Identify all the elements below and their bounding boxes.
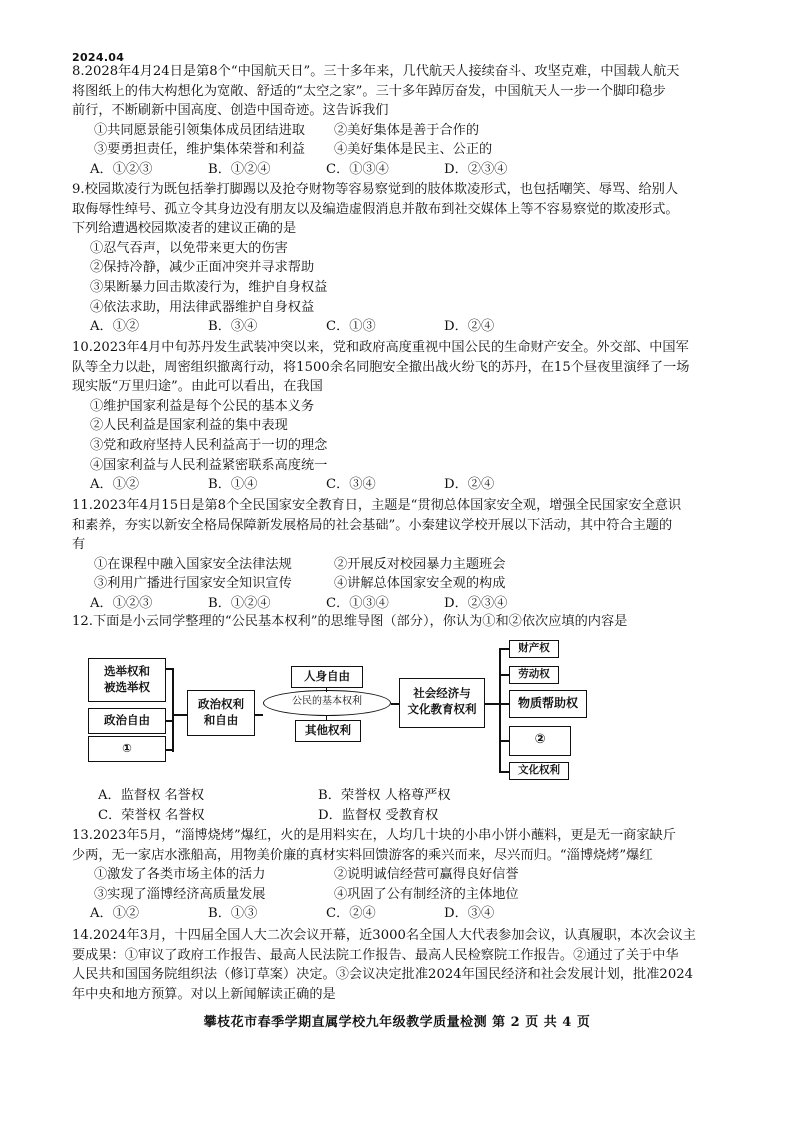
question-text: 要成果：①审议了政府工作报告、最高人民法院工作报告、最高人民检察院工作报告。②通过了关于中华 <box>72 947 679 963</box>
statement-item: ①激发了各类市场主体的活力 <box>94 867 266 883</box>
choice-a: A．①②③ <box>90 161 153 177</box>
question-text: 9.校园欺凌行为既包括拳打脚踢以及抢夺财物等容易察觉到的肢体欺凌形式，也包括嘲笑、辱骂、给别人 <box>72 182 679 197</box>
node-property-right: 财产权 <box>509 640 559 658</box>
question-11 <box>72 496 722 614</box>
question-text: 取侮辱性绰号、孤立令其身边没有朋友以及编造虚假消息并散布到社交媒体上等不容易察觉的欺凌形式。 <box>72 201 679 217</box>
question-text: 年中央和地方预算。对以上新闻解读正确的是 <box>72 986 336 1002</box>
choice-c: C．①③ <box>326 319 376 335</box>
page-footer: 攀枝花市春季学期直属学校九年级教学质量检测 第 2 页 共 4 页 <box>203 1015 591 1030</box>
choice-a: A．监督权 名誉权 <box>98 788 205 803</box>
node-cultural-rights: 文化权利 <box>509 762 569 780</box>
choice-a: A．①②③ <box>90 595 153 611</box>
node-political-freedom: 政治自由 <box>88 708 166 734</box>
choice-a: A．①② <box>90 906 140 922</box>
answer-choices <box>72 317 722 337</box>
question-text: 少两，无一家店水涨船高，用物美价廉的真材实料回馈游客的乘兴而来，尽兴而归。“淄博烧烤”爆红 <box>72 847 653 863</box>
answer-choices <box>72 594 722 614</box>
statement-item: ④讲解总体国家安全观的构成 <box>334 576 506 592</box>
answer-choices <box>72 904 722 924</box>
question-text: 11.2023年4月15日是第8个全民国家安全教育日，主题是“贯彻总体国家安全观，增强全民国家安全意识 <box>72 498 682 513</box>
node-socio-economic-rights: 社会经济与 文化教育权利 <box>399 678 485 728</box>
statement-item: ②美好集体是善于合作的 <box>334 122 480 138</box>
statement-item: ③实现了淄博经济高质量发展 <box>94 886 266 902</box>
statement-item: ④巩固了公有制经济的主体地位 <box>334 886 519 902</box>
choice-d: D．③④ <box>444 906 495 922</box>
node-material-aid-right: 物质帮助权 <box>509 690 587 718</box>
date-stamp: 2024.04 <box>72 51 125 64</box>
statement-item: ②人民利益是国家利益的集中表现 <box>90 418 288 434</box>
question-12 <box>72 612 722 632</box>
statement-item: ④依法求助，用法律武器维护自身权益 <box>90 299 315 315</box>
answer-choices <box>72 475 722 495</box>
choice-b: B．①③ <box>208 906 258 922</box>
statement-item: ③利用广播进行国家安全知识宣传 <box>94 576 292 592</box>
choice-c: C．①③④ <box>326 595 389 611</box>
node-blank-2: ② <box>509 726 571 756</box>
question-12-choices <box>72 786 722 825</box>
node-labor-right: 劳动权 <box>509 666 559 684</box>
answer-choices <box>72 160 722 180</box>
question-text: 人民共和国国务院组织法（修订草案）决定。③会议决定批准2024年国民经济和社会发展计划，批准2024 <box>72 967 693 983</box>
statement-list <box>72 121 722 160</box>
question-text: 有 <box>72 537 86 553</box>
question-14 <box>72 926 722 1004</box>
choice-c: C．①③④ <box>326 161 389 177</box>
question-13 <box>72 826 722 924</box>
question-text: 8.2028年4月24日是第8个“中国航天日”。三十多年来，几代航天人接续奋斗、攻坚克难，中国载人航天 <box>72 64 680 79</box>
question-text: 10.2023年4月中旬苏丹发生武装冲突以来，党和政府高度重视中国公民的生命财产安全。外交部、中国军 <box>72 340 689 355</box>
question-text: 下列给遭遇校园欺凌者的建议正确的是 <box>72 221 297 237</box>
question-text: 13.2023年5月，“淄博烧烤”爆红，火的是用料实在，人均几十块的小串小饼小蘸料，更是无一商家缺斤 <box>72 828 676 843</box>
question-text: 12.下面是小云同学整理的“公民基本权利”的思维导图（部分），你认为①和②依次应填的内容是 <box>72 614 628 629</box>
question-text: 前行，不断刷新中国高度、创造中国奇迹。这告诉我们 <box>72 103 389 119</box>
choice-d: D．②③④ <box>444 595 508 611</box>
choice-b: B．③④ <box>208 319 258 335</box>
choice-c: C．②④ <box>326 906 376 922</box>
answer-choices <box>72 786 722 825</box>
choice-d: D．②④ <box>444 477 495 493</box>
choice-a: A．①② <box>90 477 140 493</box>
question-text: 14.2024年3月，十四届全国人大二次会议开幕，近3000名全国人大代表参加会议，认真履职，本次会议主 <box>72 928 696 943</box>
statement-item: ④美好集体是民主、公正的 <box>334 142 493 158</box>
statement-item: ③党和政府坚持人民利益高于一切的理念 <box>90 437 328 453</box>
question-text: 将图纸上的伟大构想化为宽敞、舒适的“太空之家”。三十多年踔厉奋发，中国航天人一步一个脚印稳步 <box>72 83 666 99</box>
statement-item: ①忍气吞声，以免带来更大的伤害 <box>90 240 288 256</box>
choice-b: B．荣誉权 人格尊严权 <box>318 788 451 803</box>
node-other-rights: 其他权利 <box>295 720 361 742</box>
node-personal-freedom: 人身自由 <box>291 666 363 688</box>
choice-c: C．荣誉权 名誉权 <box>98 807 205 823</box>
statement-item: ④国家利益与人民利益紧密联系高度统一 <box>90 457 328 473</box>
rights-mind-map <box>88 640 688 782</box>
statement-list <box>72 865 722 904</box>
statement-item: ②说明诚信经营可赢得良好信誉 <box>334 867 519 883</box>
statement-item: ③要勇担责任，维护集体荣誉和利益 <box>94 142 305 158</box>
node-election-rights: 选举权和 被选举权 <box>88 658 166 702</box>
node-political-rights: 政治权利 和自由 <box>187 690 255 736</box>
choice-b: B．①②④ <box>208 595 271 611</box>
question-text: 和素养，夯实以新安全格局保障新发展格局的社会基础”。小秦建议学校开展以下活动，其中符合主题的 <box>72 517 673 533</box>
question-9 <box>72 180 722 337</box>
question-text: 队等全力以赴，周密组织撤离行动，将1500余名同胞安全撤出战火纷飞的苏丹，在15个昼夜里演绎了一场 <box>72 359 690 375</box>
statement-item: ①共同愿景能引领集体成员团结进取 <box>94 122 305 138</box>
node-basic-rights: 公民的基本权利 <box>263 690 391 716</box>
question-text: 现实版“万里归途”。由此可以看出，在我国 <box>72 379 323 395</box>
statement-item: ③果断暴力回击欺凌行为，维护自身权益 <box>90 279 328 295</box>
question-8 <box>72 62 722 180</box>
statement-item: ①维护国家利益是每个公民的基本义务 <box>90 398 315 414</box>
choice-b: B．①②④ <box>208 161 271 177</box>
statement-item: ①在课程中融入国家安全法律法规 <box>94 556 292 572</box>
node-blank-1: ① <box>88 736 166 762</box>
question-10 <box>72 338 722 495</box>
choice-b: B．①④ <box>208 477 258 493</box>
choice-c: C．③④ <box>326 477 376 493</box>
choice-d: D．②③④ <box>444 161 508 177</box>
statement-item: ②保持冷静，减少正面冲突并寻求帮助 <box>90 260 315 276</box>
choice-d: D．监督权 受教育权 <box>318 807 439 823</box>
choice-a: A．①② <box>90 319 140 335</box>
choice-d: D．②④ <box>444 319 495 335</box>
statement-item: ②开展反对校园暴力主题班会 <box>334 556 506 572</box>
statement-list <box>72 555 722 594</box>
